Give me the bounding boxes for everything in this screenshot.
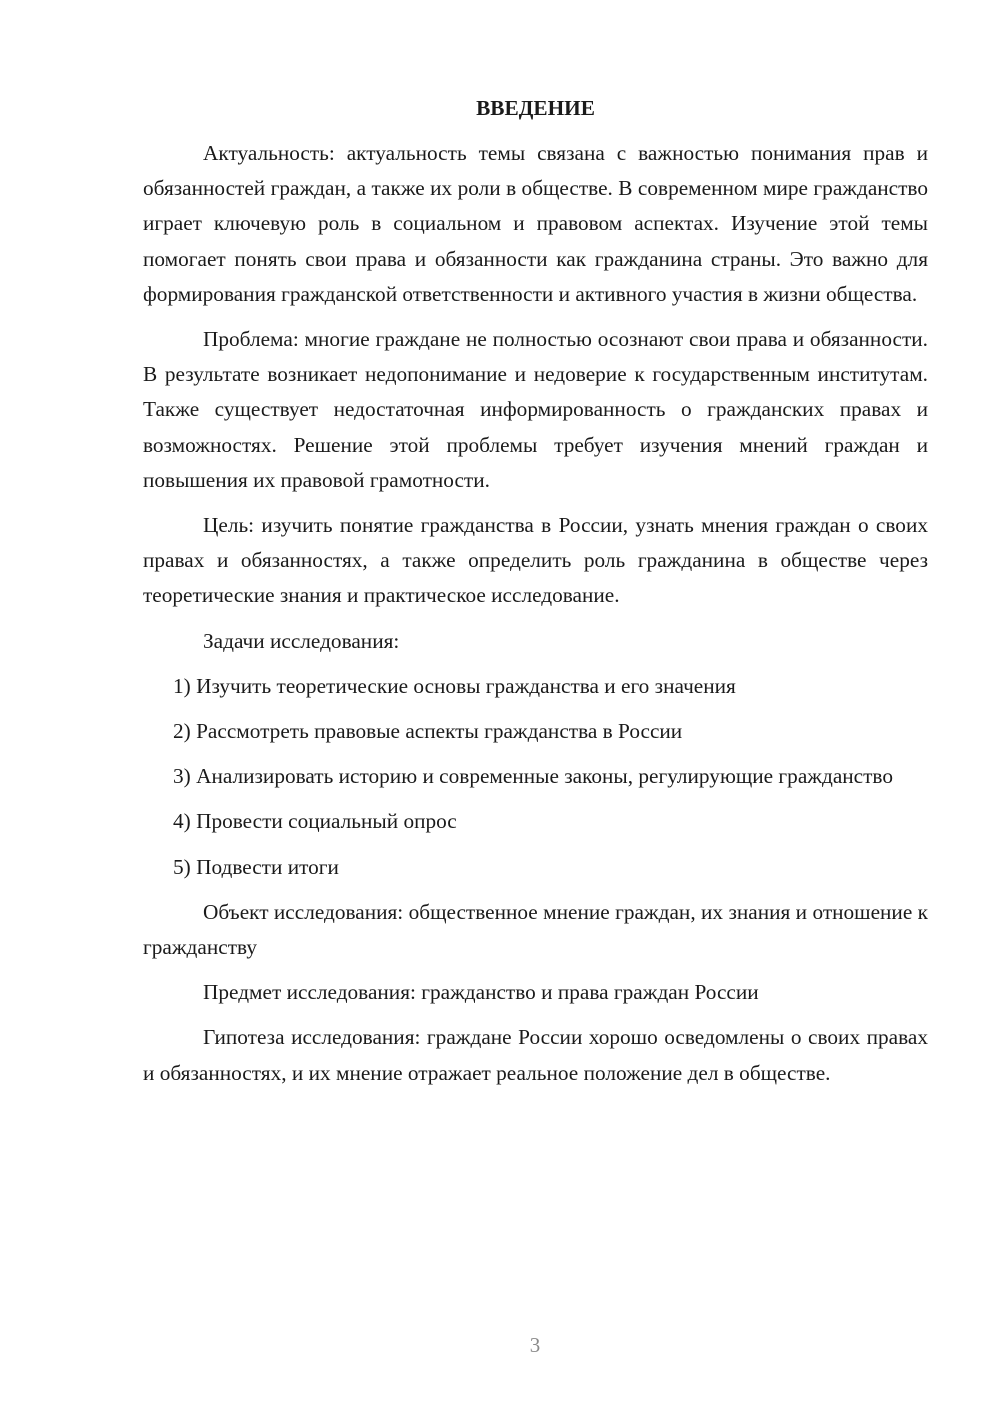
paragraph-problem: Проблема: многие граждане не полностью осознают свои права и обязанности. В результате возникает недопонимание и недоверие к государственным институтам. Также существует недостаточная информированность о гражданских правах и возможностях. Решение этой проблемы требует изучения мнений граждан и повышения их правовой грамотности. <box>143 327 928 492</box>
paragraph-relevance: Актуальность: актуальность темы связана с важностью понимания прав и обязанностей граждан, а также их роли в обществе. В современном мире гражданство играет ключевую роль в социальном и правовом аспектах. Изучение этой темы помогает понять свои права и обязанности как гражданина страны. Это важно для формирования гражданской ответственности и активного участия в жизни общества. <box>143 141 928 306</box>
task-item-1: 1) Изучить теоретические основы гражданства и его значения <box>173 673 736 698</box>
page-number: 3 <box>529 1333 541 1357</box>
document-page <box>143 90 928 1101</box>
task-item-5: 5) Подвести итоги <box>173 854 339 879</box>
paragraph-goal: Цель: изучить понятие гражданства в России, узнать мнения граждан о своих правах и обязанностях, а также определить роль гражданина в обществе через теоретические знания и практическое исследование. <box>143 513 928 608</box>
tasks-list <box>143 669 928 885</box>
paragraph-object: Объект исследования: общественное мнение граждан, их знания и отношение к гражданству <box>143 899 928 960</box>
task-item-3: 3) Анализировать историю и современные законы, регулирующие гражданство <box>173 764 893 789</box>
paragraph-hypothesis: Гипотеза исследования: граждане России хорошо осведомлены о своих правах и обязанностях, и их мнение отражает реальное положение дел в обществе. <box>143 1025 928 1085</box>
tasks-heading: Задачи исследования: <box>203 628 400 653</box>
page-title: ВВЕДЕНИЕ <box>476 96 595 120</box>
task-item-2: 2) Рассмотреть правовые аспекты гражданства в России <box>173 719 683 744</box>
task-item-4: 4) Провести социальный опрос <box>173 809 457 834</box>
paragraph-subject: Предмет исследования: гражданство и права граждан России <box>203 980 759 1005</box>
